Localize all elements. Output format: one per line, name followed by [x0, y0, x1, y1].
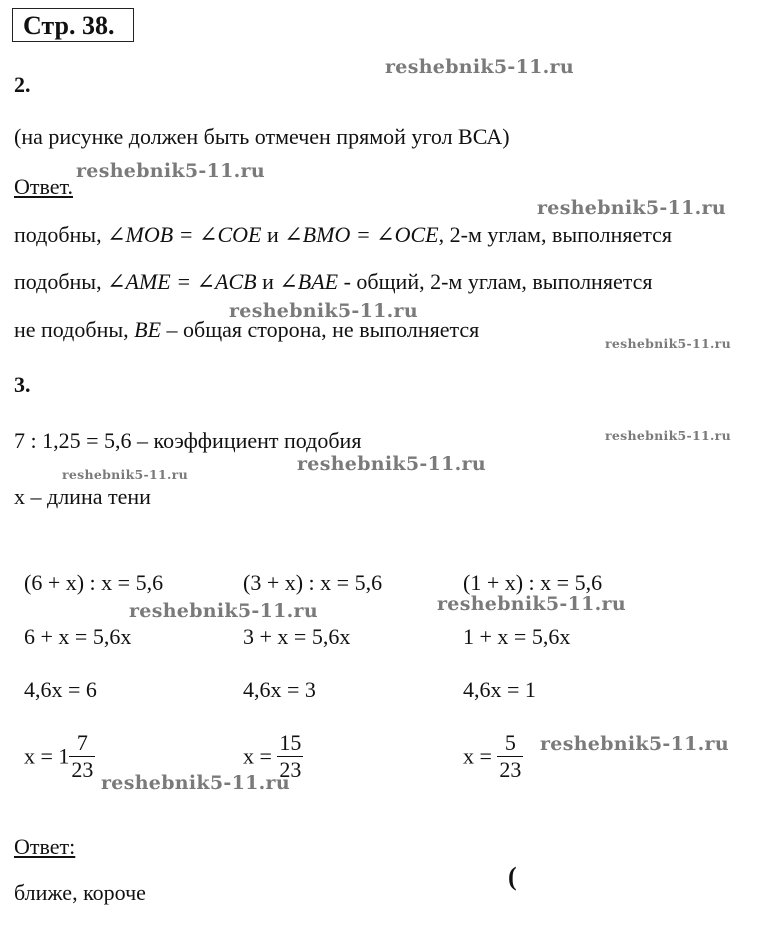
col-1-equation: (6 + x) : x = 5,6 — [24, 570, 164, 595]
task-3-answer-label: Ответ: — [14, 834, 76, 859]
line-2-prefix: подобны, — [14, 269, 102, 294]
line-3-suffix: – общая сторона, не выполняется — [166, 317, 480, 342]
col-1-numerator: 7 — [76, 730, 88, 755]
col-1-step-2: 4,6x = 6 — [24, 677, 97, 702]
line-1-suffix: , 2-м углам, выполняется — [438, 222, 672, 247]
col-2-numerator: 15 — [279, 730, 302, 755]
line-2-expr-2: ∠BAE — [279, 269, 339, 294]
task-2-number: 2. — [14, 72, 31, 97]
col-3-result-prefix: x = — [463, 743, 492, 769]
col-2-step-2: 4,6x = 3 — [243, 677, 316, 702]
col-3-denominator: 23 — [499, 757, 522, 782]
task-2-answer-label: Ответ. — [14, 174, 73, 199]
watermark: reshebnik5-11.ru — [605, 336, 731, 351]
col-3-numerator: 5 — [504, 730, 516, 755]
line-3-prefix: не подобны, — [14, 317, 129, 342]
line-1-prefix: подобны, — [14, 222, 102, 247]
stray-mark: ( — [508, 862, 517, 891]
page-label: Стр. 38. — [23, 11, 115, 40]
page-header — [12, 8, 134, 42]
watermark: reshebnik5-11.ru — [62, 467, 188, 482]
col-3-result — [463, 730, 523, 783]
col-1-fraction — [69, 730, 95, 783]
task-2-note: (на рисунке должен быть отмечен прямой угол ВСА) — [14, 124, 510, 149]
task-3-number: 3. — [14, 372, 31, 397]
col-2-equation: (3 + x) : x = 5,6 — [243, 570, 383, 595]
col-3-equation: (1 + x) : x = 5,6 — [463, 570, 603, 595]
watermark: reshebnik5-11.ru — [129, 600, 318, 622]
watermark: reshebnik5-11.ru — [540, 733, 729, 755]
col-2-step-1: 3 + x = 5,6x — [243, 624, 351, 649]
watermark: reshebnik5-11.ru — [297, 453, 486, 475]
watermark: reshebnik5-11.ru — [76, 160, 265, 182]
task-3-answer: ближе, короче — [14, 880, 146, 905]
col-1-result — [24, 730, 95, 783]
col-1-step-1: 6 + x = 5,6x — [24, 624, 132, 649]
line-1-expr-2: ∠BMO = ∠OCE — [284, 222, 439, 247]
watermark: reshebnik5-11.ru — [385, 56, 574, 78]
line-1-and: и — [266, 222, 279, 247]
watermark: reshebnik5-11.ru — [101, 772, 290, 794]
col-2-denominator: 23 — [279, 757, 302, 782]
col-3-fraction — [497, 730, 523, 783]
watermark: reshebnik5-11.ru — [605, 428, 731, 443]
line-2-expr-1: ∠AME = ∠ACB — [107, 269, 257, 294]
col-2-result-prefix: x = — [243, 743, 272, 769]
watermark: reshebnik5-11.ru — [537, 197, 726, 219]
line-2-and: и — [262, 269, 274, 294]
col-1-denominator: 23 — [71, 757, 94, 782]
task-3-coefficient: 7 : 1,25 = 5,6 – коэффициент подобия — [14, 428, 362, 453]
task-2-line-1 — [14, 222, 672, 248]
col-3-step-2: 4,6x = 1 — [463, 677, 536, 702]
line-1-expr-1: ∠MOB = ∠COE — [107, 222, 262, 247]
task-3-variable: x – длина тени — [14, 484, 151, 509]
watermark: reshebnik5-11.ru — [229, 300, 418, 322]
line-2-suffix: - общий, 2-м углам, выполняется — [343, 269, 653, 294]
col-3-step-1: 1 + x = 5,6x — [463, 624, 571, 649]
col-1-result-prefix: x = 1 — [24, 743, 70, 769]
task-2-line-2 — [14, 269, 652, 295]
watermark: reshebnik5-11.ru — [437, 593, 626, 615]
line-3-expr: BE — [134, 317, 162, 342]
